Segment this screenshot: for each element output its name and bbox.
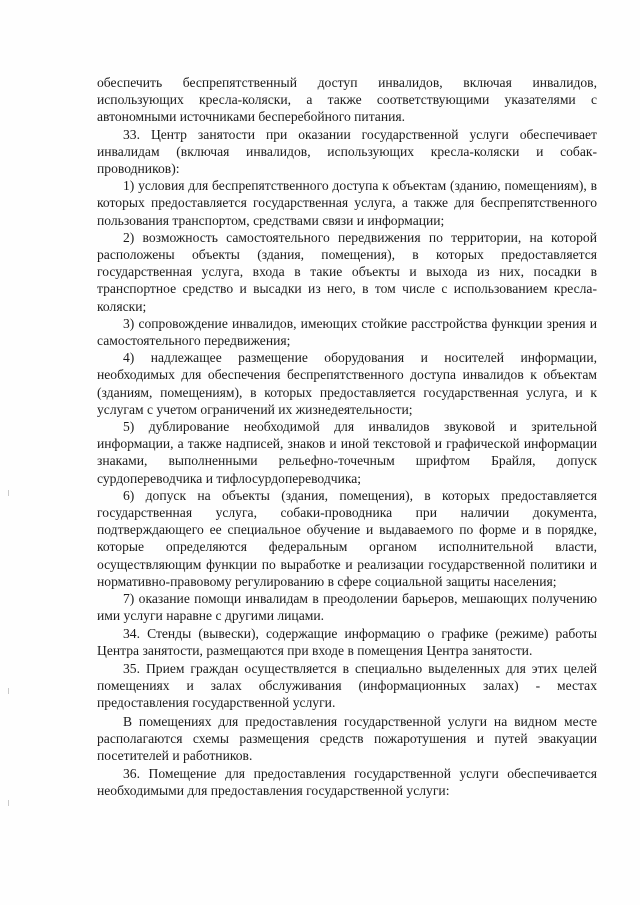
paragraph-continuation: обеспечить беспрепятственный доступ инвалидов, включая инвалидов, использующих кресла-коляски, а также соответствующими указателями с автономными источниками бесперебойного питания.: [97, 75, 597, 125]
scan-mark: [8, 800, 9, 806]
paragraph-33-5: 5) дублирование необходимой для инвалидов звуковой и зрительной информации, а также надписей, знаков и иной текстовой и графической информации знаками, выполненными рельефно-точечным шрифтом Брайля, допуск сурдопереводчика и тифлосурдопереводчика;: [97, 419, 597, 486]
paragraph-33-6: 6) допуск на объекты (здания, помещения), в которых предоставляется государственная услуга, собаки-проводника при наличии документа, подтверждающего ее специальное обучение и выдаваемого по форме и в порядке, которые определяются федеральным органом исполнительной власти, осуществляющим функции по выработке и реализации государственной политики и нормативно-правовому регулированию в сфере социальной защиты населения;: [97, 487, 597, 589]
paragraph-33-4: 4) надлежащее размещение оборудования и носителей информации, необходимых для обеспечения беспрепятственного доступа инвалидов к объектам (зданиям, помещениям), в которых предоставляется государственная услуга, и к услугам с учетом ограничений их жизнедеятельности;: [97, 350, 597, 417]
paragraph-33-3: 3) сопровождение инвалидов, имеющих стойкие расстройства функции зрения и самостоятельного передвижения;: [97, 315, 597, 349]
paragraph-33-7: 7) оказание помощи инвалидам в преодолении барьеров, мешающих получению ими услуги наравне с другими лицами.: [97, 591, 597, 624]
paragraph-36: 36. Помещение для предоставления государственной услуги обеспечивается необходимыми для предоставления государственной услуги:: [97, 766, 597, 799]
paragraph-35-continued: В помещениях для предоставления государственной услуги на видном месте располагаются схемы размещения средств пожаротушения и путей эвакуации посетителей и работников.: [97, 713, 597, 763]
paragraph-35: 35. Прием граждан осуществляется в специально выделенных для этих целей помещениях и залах обслуживания (информационных залах) - местах предоставления государственной услуги.: [97, 660, 597, 711]
paragraph-33-1: 1) условия для беспрепятственного доступа к объектам (зданию, помещениям), в которых предоставляется государственная услуга, а также для беспрепятственного пользования транспортом, средствами связи и информации;: [97, 178, 597, 228]
paragraph-34: 34. Стенды (вывески), содержащие информацию о графике (режиме) работы Центра занятости, размещаются при входе в помещения Центра занятости.: [97, 625, 597, 658]
document-body: [97, 74, 597, 800]
scan-mark: [8, 490, 9, 496]
paragraph-33: 33. Центр занятости при оказании государственной услуги обеспечивает инвалидам (включая инвалидов, использующих кресла-коляски и собак-проводников):: [97, 126, 597, 177]
paragraph-33-2: 2) возможность самостоятельного передвижения по территории, на которой расположены объекты (здания, помещения), в которых предоставляется государственная услуга, входа в такие объекты и выхода из них, посадки в транспортное средство и высадки из него, в том числе с использованием кресла-коляски;: [97, 229, 597, 314]
scan-mark: [8, 688, 9, 694]
